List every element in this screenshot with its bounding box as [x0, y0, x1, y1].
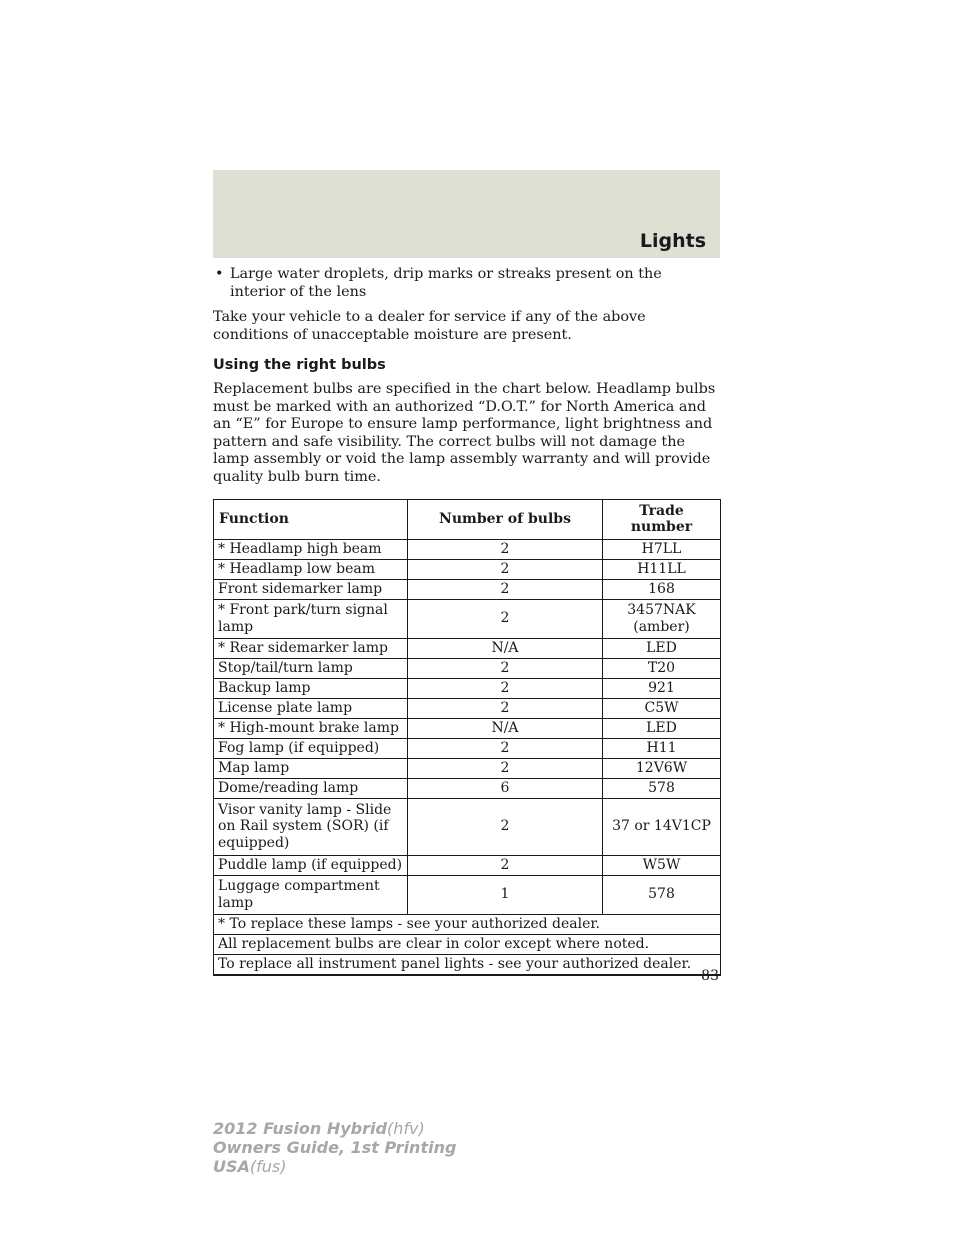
cell-function: License plate lamp: [214, 698, 408, 718]
footer-line-1: [213, 1119, 456, 1138]
cell-function: Map lamp: [214, 758, 408, 778]
cell-trade: W5W: [603, 855, 721, 875]
cell-count: 2: [408, 678, 603, 698]
bulb-table: [213, 499, 721, 976]
cell-count: 2: [408, 658, 603, 678]
cell-function: Stop/tail/turn lamp: [214, 658, 408, 678]
footer-model: 2012 Fusion Hybrid: [213, 1119, 387, 1138]
cell-count: 2: [408, 599, 603, 638]
table-note-row: [214, 934, 721, 954]
cell-count: 2: [408, 798, 603, 855]
cell-function: Dome/reading lamp: [214, 778, 408, 798]
page-number: 83: [701, 968, 719, 984]
cell-function: Fog lamp (if equipped): [214, 738, 408, 758]
table-note: To replace all instrument panel lights - see your authorized dealer.: [214, 954, 721, 975]
table-row: [214, 798, 721, 855]
table-note-row: [214, 914, 721, 934]
page-content: [213, 266, 720, 976]
footer-line-2: Owners Guide, 1st Printing: [213, 1138, 457, 1157]
cell-count: 1: [408, 875, 603, 914]
footer-imprint: [213, 1119, 456, 1176]
cell-count: 2: [408, 698, 603, 718]
section-title: Lights: [639, 230, 706, 252]
intro-paragraph: Take your vehicle to a dealer for service if any of the above conditions of unacceptable moisture are present.: [213, 309, 646, 343]
cell-function: Puddle lamp (if equipped): [214, 855, 408, 875]
column-header-number: Number of bulbs: [408, 499, 603, 539]
cell-function: Backup lamp: [214, 678, 408, 698]
bullet-item: [213, 266, 720, 301]
table-row: [214, 599, 721, 638]
cell-function: * Rear sidemarker lamp: [214, 638, 408, 658]
table-row: [214, 579, 721, 599]
column-header-trade: Trade number: [603, 499, 721, 539]
cell-count: 6: [408, 778, 603, 798]
table-note-row: [214, 954, 721, 975]
cell-count: N/A: [408, 718, 603, 738]
cell-trade: 578: [603, 778, 721, 798]
table-row: [214, 778, 721, 798]
table-note: * To replace these lamps - see your authorized dealer.: [214, 914, 721, 934]
table-row: [214, 875, 721, 914]
cell-count: N/A: [408, 638, 603, 658]
table-row: [214, 678, 721, 698]
table-row: [214, 539, 721, 559]
footer-line-3: [213, 1157, 456, 1176]
cell-trade: T20: [603, 658, 721, 678]
footer-market-code: (fus): [249, 1157, 287, 1176]
cell-trade: 3457NAK (amber): [603, 599, 721, 638]
table-header-row: [214, 499, 721, 539]
cell-function: Front sidemarker lamp: [214, 579, 408, 599]
table-row: [214, 855, 721, 875]
table-row: [214, 718, 721, 738]
bullet-text: Large water droplets, drip marks or streaks present on the interior of the lens: [230, 266, 662, 300]
cell-function: * Front park/turn signal lamp: [214, 599, 408, 638]
section-body: Replacement bulbs are specified in the chart below. Headlamp bulbs must be marked with an authorized “D.O.T.” for North America and an “E” for Europe to ensure lamp performance, light brightness and pattern and safe visibility. The correct bulbs will not damage the lamp assembly or void the lamp assembly warranty and will provide quality bulb burn time.: [213, 380, 716, 485]
bullet-dot-icon: •: [215, 266, 224, 282]
cell-count: 2: [408, 855, 603, 875]
footer-market: USA: [213, 1157, 250, 1176]
table-row: [214, 698, 721, 718]
cell-function: Luggage compartment lamp: [214, 875, 408, 914]
cell-trade: H11LL: [603, 559, 721, 579]
cell-count: 2: [408, 738, 603, 758]
table-row: [214, 559, 721, 579]
cell-trade: C5W: [603, 698, 721, 718]
cell-trade: H11: [603, 738, 721, 758]
table-row: [214, 658, 721, 678]
table-row: [214, 738, 721, 758]
footer-model-code: (hfv): [386, 1119, 425, 1138]
cell-function: * Headlamp high beam: [214, 539, 408, 559]
cell-trade: 12V6W: [603, 758, 721, 778]
column-header-function: Function: [214, 499, 408, 539]
table-note: All replacement bulbs are clear in color except where noted.: [214, 934, 721, 954]
section-header-band: [213, 170, 720, 258]
table-row: [214, 638, 721, 658]
cell-trade: 578: [603, 875, 721, 914]
cell-function: * Headlamp low beam: [214, 559, 408, 579]
cell-trade: 168: [603, 579, 721, 599]
cell-count: 2: [408, 539, 603, 559]
table-row: [214, 758, 721, 778]
cell-function: Visor vanity lamp - Slide on Rail system (SOR) (if equipped): [214, 798, 408, 855]
cell-count: 2: [408, 758, 603, 778]
cell-trade: 921: [603, 678, 721, 698]
cell-trade: 37 or 14V1CP: [603, 798, 721, 855]
cell-count: 2: [408, 559, 603, 579]
cell-trade: LED: [603, 718, 721, 738]
cell-count: 2: [408, 579, 603, 599]
cell-trade: LED: [603, 638, 721, 658]
section-heading: Using the right bulbs: [213, 357, 386, 374]
cell-trade: H7LL: [603, 539, 721, 559]
cell-function: * High-mount brake lamp: [214, 718, 408, 738]
